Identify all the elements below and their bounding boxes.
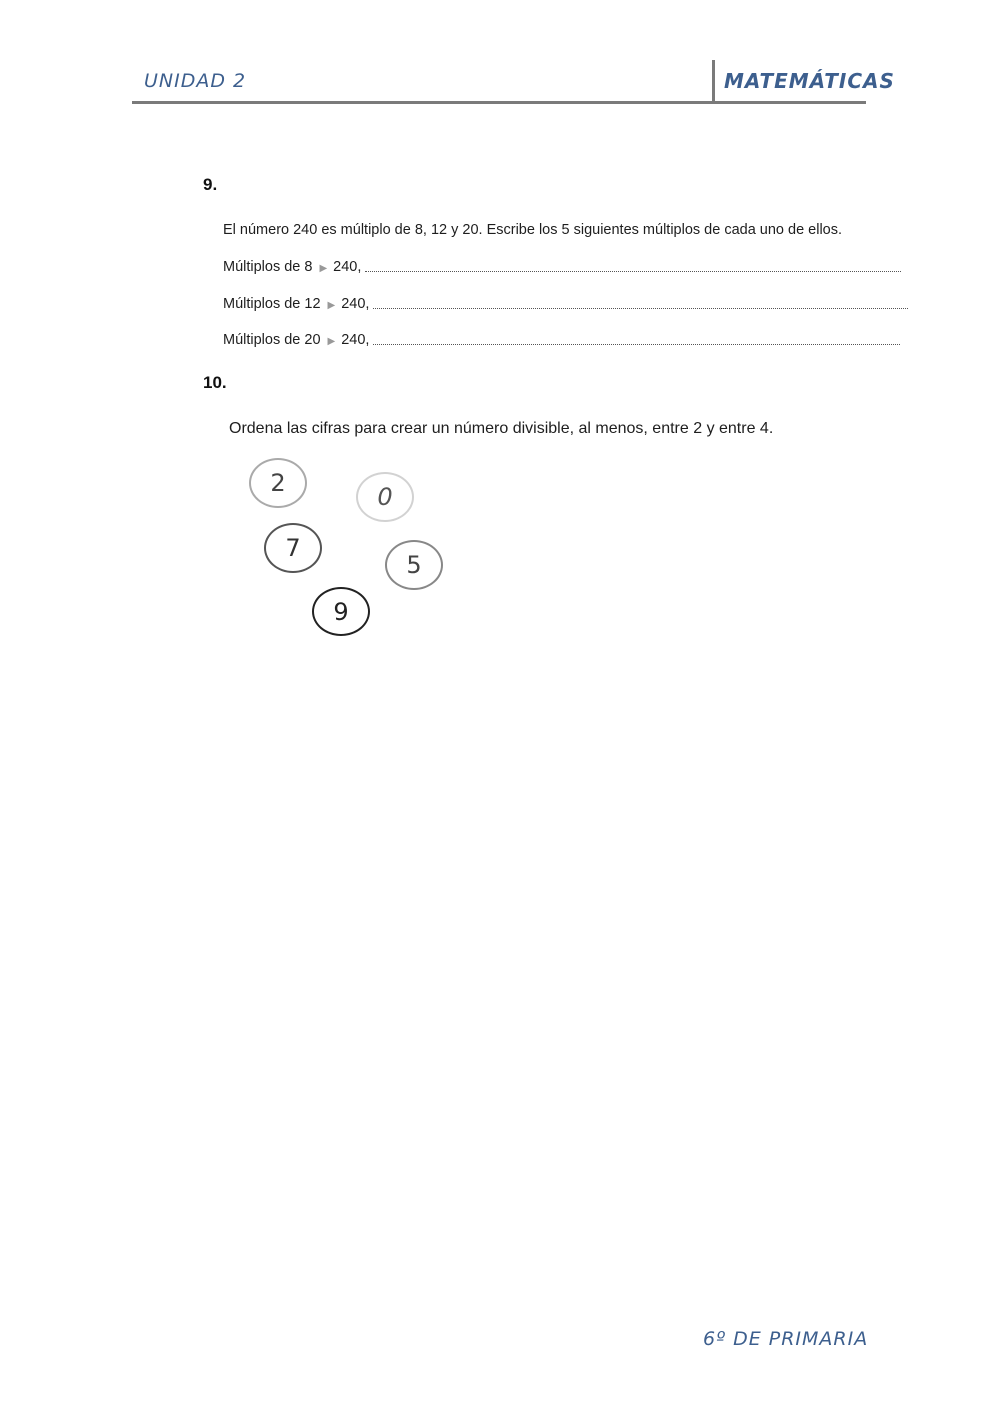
multiples-label: Múltiplos de 12	[223, 296, 321, 312]
multiples-label: Múltiplos de 20	[223, 332, 321, 348]
answer-line[interactable]	[373, 307, 908, 309]
multiples-label: Múltiplos de 8	[223, 259, 313, 275]
arrow-icon: ▶	[319, 263, 328, 274]
multiples-start: 240,	[341, 332, 370, 348]
digit-circle-5[interactable]: 5	[385, 540, 443, 590]
header-rule	[132, 101, 866, 104]
arrow-icon: ▶	[327, 336, 336, 347]
arrow-icon: ▶	[327, 300, 336, 311]
digit-circle-0[interactable]: 0	[356, 472, 414, 522]
multiples-start: 240,	[341, 296, 370, 312]
question-10-instruction: Ordena las cifras para crear un número divisible, al menos, entre 2 y entre 4.	[229, 420, 774, 437]
subject-title: MATEMÁTICAS	[724, 69, 895, 93]
header-divider	[712, 60, 715, 103]
grade-footer: 6º DE PRIMARIA	[703, 1328, 869, 1350]
multiples-row-8	[223, 259, 901, 275]
unit-title: UNIDAD 2	[144, 70, 247, 92]
question-9-number: 9.	[203, 175, 218, 194]
answer-line[interactable]	[365, 270, 901, 272]
question-10-number: 10.	[203, 373, 227, 392]
question-9-instruction: El número 240 es múltiplo de 8, 12 y 20. Escribe los 5 siguientes múltiplos de cada uno de ellos.	[223, 222, 843, 238]
answer-line[interactable]	[373, 343, 900, 345]
multiples-row-12	[223, 296, 908, 312]
multiples-start: 240,	[333, 259, 362, 275]
digit-circle-2[interactable]: 2	[249, 458, 307, 508]
digit-circle-7[interactable]: 7	[264, 523, 322, 573]
multiples-row-20	[223, 332, 900, 348]
digit-circle-9[interactable]: 9	[312, 587, 370, 636]
